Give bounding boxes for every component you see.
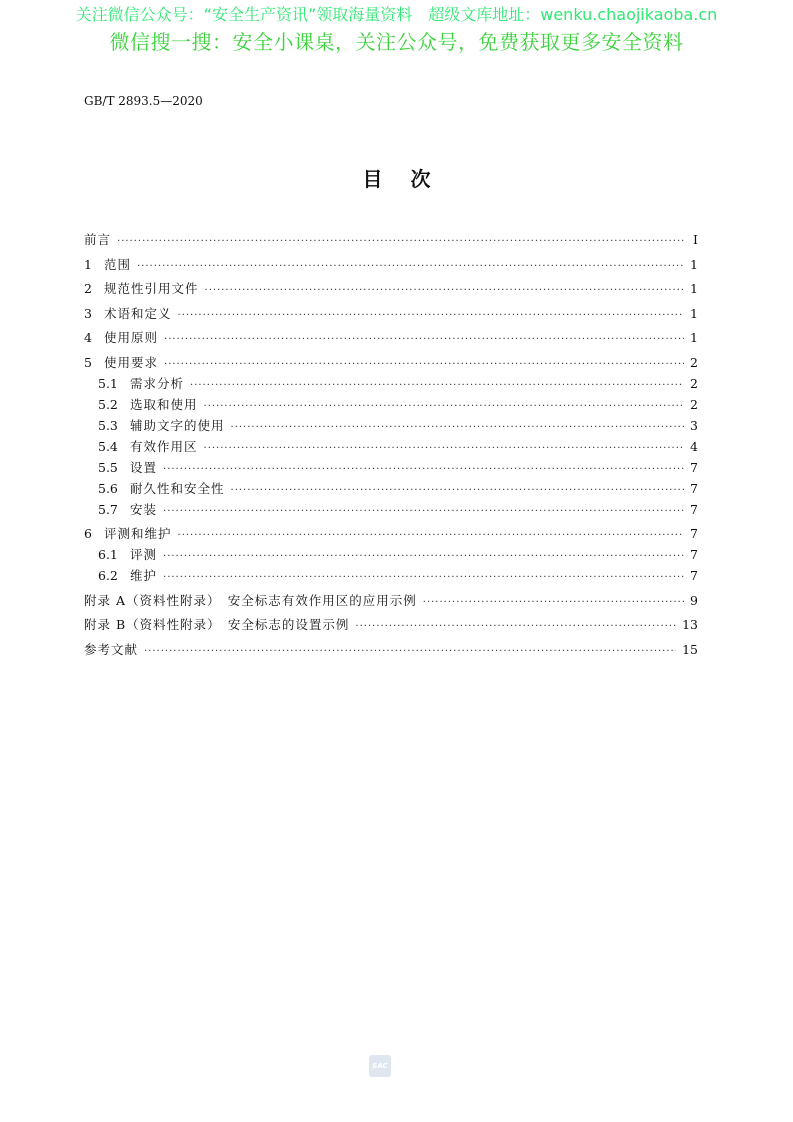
toc-entry-page: 1 xyxy=(690,305,698,321)
toc-entry[interactable] xyxy=(84,278,698,299)
toc-entry[interactable] xyxy=(84,229,698,250)
toc-leader-dots xyxy=(423,592,684,613)
toc-leader-dots xyxy=(231,480,684,501)
toc-entry-page: 7 xyxy=(690,526,698,541)
sac-logo: SAC xyxy=(369,1055,391,1077)
toc-entry-label: 术语和定义 xyxy=(104,305,172,321)
toc-entry-page: 13 xyxy=(682,617,698,632)
toc-entry[interactable] xyxy=(84,565,698,586)
toc-entry-number: 5.5 xyxy=(98,459,118,475)
toc-leader-dots xyxy=(164,329,684,350)
toc-entry-page: 3 xyxy=(690,417,698,433)
toc-leader-dots xyxy=(204,438,684,459)
toc-entry[interactable] xyxy=(84,544,698,565)
toc-entry[interactable] xyxy=(84,254,698,275)
toc-entry-label: 附录 A（资料性附录） 安全标志有效作用区的应用示例 xyxy=(84,592,417,608)
toc-entry-label: 有效作用区 xyxy=(130,438,198,454)
toc-leader-dots xyxy=(137,256,684,277)
toc-entry-page: 7 xyxy=(690,459,698,475)
toc-entry-label: 设置 xyxy=(130,459,158,475)
toc-entry[interactable] xyxy=(84,614,698,635)
toc-entry[interactable] xyxy=(84,457,698,478)
toc-entry-page: 7 xyxy=(690,480,698,496)
toc-entry-number: 4 xyxy=(84,330,92,345)
toc-entry-label: 前言 xyxy=(84,232,112,247)
toc-entry-label: 范围 xyxy=(104,256,132,272)
watermark-line-1: 关注微信公众号：“安全生产资讯”领取海量资料 超级文库地址：wenku.chaojikaoba.cn xyxy=(75,5,718,24)
toc-leader-dots xyxy=(231,417,684,438)
toc-entry-label: 安装 xyxy=(130,501,158,517)
toc-entry-page: 4 xyxy=(690,438,698,454)
toc-leader-dots xyxy=(204,396,684,417)
toc-entry-number: 1 xyxy=(84,256,92,272)
toc-entry-label: 需求分析 xyxy=(130,375,185,391)
toc-entry[interactable] xyxy=(84,499,698,520)
toc-entry-label: 耐久性和安全性 xyxy=(130,480,225,496)
toc-entry-number: 6.1 xyxy=(98,547,118,562)
toc-entry[interactable] xyxy=(84,415,698,436)
toc-leader-dots xyxy=(178,525,684,546)
toc-leader-dots xyxy=(355,616,676,637)
toc-entry-page: 9 xyxy=(690,592,698,608)
toc-leader-dots xyxy=(163,567,684,588)
table-of-contents xyxy=(84,229,698,660)
toc-leader-dots xyxy=(163,501,684,522)
toc-leader-dots xyxy=(205,280,684,301)
toc-entry-label: 辅助文字的使用 xyxy=(130,417,225,433)
watermark-line-2: 微信搜一搜：安全小课桌，关注公众号，免费获取更多安全资料 xyxy=(109,30,684,54)
toc-entry-page: 7 xyxy=(690,501,698,517)
toc-leader-dots xyxy=(178,305,684,326)
toc-entry-label: 维护 xyxy=(130,568,158,583)
toc-leader-dots xyxy=(117,231,684,252)
toc-entry-label: 使用原则 xyxy=(104,330,159,345)
toc-entry[interactable] xyxy=(84,436,698,457)
toc-entry-page: 1 xyxy=(690,281,698,296)
toc-entry-page: I xyxy=(693,232,698,247)
toc-entry[interactable] xyxy=(84,590,698,611)
toc-entry[interactable] xyxy=(84,303,698,324)
toc-entry-label: 附录 B（资料性附录） 安全标志的设置示例 xyxy=(84,617,350,632)
toc-leader-dots xyxy=(190,375,684,396)
toc-entry[interactable] xyxy=(84,639,698,660)
toc-entry-label: 选取和使用 xyxy=(130,396,198,412)
toc-entry-number: 6 xyxy=(84,526,92,541)
toc-entry-label: 使用要求 xyxy=(104,354,159,370)
toc-entry-page: 2 xyxy=(690,396,698,412)
toc-entry-label: 规范性引用文件 xyxy=(104,281,199,296)
toc-entry-number: 5.4 xyxy=(98,438,118,454)
toc-entry-number: 3 xyxy=(84,305,92,321)
toc-entry-number: 6.2 xyxy=(98,568,118,583)
toc-leader-dots xyxy=(164,354,684,375)
toc-entry-page: 15 xyxy=(682,641,698,657)
toc-entry[interactable] xyxy=(84,373,698,394)
toc-entry-number: 5.1 xyxy=(98,375,118,391)
toc-entry-label: 参考文献 xyxy=(84,641,139,657)
toc-leader-dots xyxy=(144,641,676,662)
toc-entry-number: 2 xyxy=(84,281,92,296)
toc-leader-dots xyxy=(163,459,684,480)
toc-entry-page: 1 xyxy=(690,330,698,345)
toc-entry-number: 5.6 xyxy=(98,480,118,496)
toc-entry-page: 1 xyxy=(690,256,698,272)
toc-entry-number: 5.3 xyxy=(98,417,118,433)
toc-entry-label: 评测和维护 xyxy=(104,526,172,541)
toc-entry-page: 7 xyxy=(690,547,698,562)
toc-entry[interactable] xyxy=(84,523,698,544)
toc-entry-number: 5.7 xyxy=(98,501,118,517)
toc-entry[interactable] xyxy=(84,352,698,373)
standard-number: GB/T 2893.5—2020 xyxy=(84,94,203,108)
page-title: 目次 xyxy=(362,167,459,191)
toc-entry-number: 5.2 xyxy=(98,396,118,412)
toc-entry-page: 2 xyxy=(690,354,698,370)
toc-entry-page: 7 xyxy=(690,568,698,583)
toc-entry-number: 5 xyxy=(84,354,92,370)
toc-entry-label: 评测 xyxy=(130,547,158,562)
toc-entry[interactable] xyxy=(84,327,698,348)
toc-entry[interactable] xyxy=(84,478,698,499)
toc-entry-page: 2 xyxy=(690,375,698,391)
toc-entry[interactable] xyxy=(84,394,698,415)
toc-leader-dots xyxy=(163,546,684,567)
